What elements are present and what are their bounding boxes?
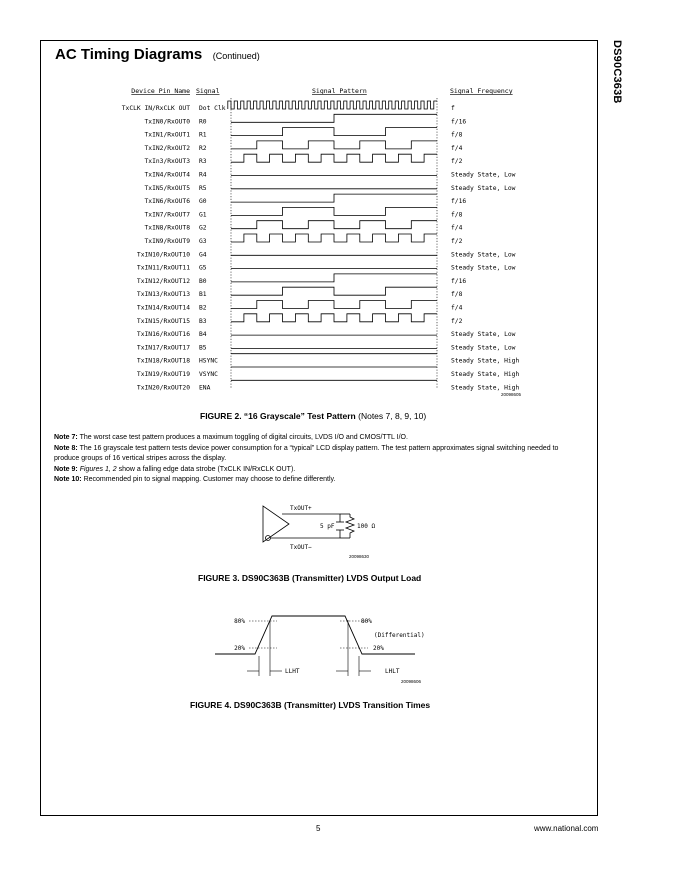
signal-name: B2	[199, 304, 207, 312]
signal-rows	[122, 101, 520, 391]
signal-name: ENA	[199, 384, 211, 392]
signal-name: R0	[199, 118, 207, 126]
section-title: AC Timing Diagrams	[55, 46, 203, 63]
figure-id: 20098605	[500, 392, 521, 397]
pin-name: TxIN9/RxOUT9	[144, 238, 190, 245]
note-label: Note 9:	[54, 465, 78, 473]
pin-name: TxIN8/RxOUT8	[144, 224, 190, 232]
signal-frequency: Steady State, High	[451, 357, 520, 365]
signal-waveform	[231, 128, 437, 136]
figure-id: 20098630	[349, 554, 370, 559]
signal-waveform	[231, 234, 437, 242]
signal-frequency: f/8	[451, 211, 463, 219]
figure3-caption	[198, 573, 421, 583]
note-label: Note 7:	[54, 434, 78, 441]
signal-waveform	[231, 207, 437, 215]
signal-frequency: Steady State, Low	[451, 184, 516, 192]
section-subtitle: (Continued)	[212, 51, 260, 61]
figure-id: 20098606	[401, 679, 422, 684]
capacitor-label: 5 pF	[320, 523, 335, 530]
note-text: The 16 grayscale test pattern tests device power consumption for a “typical” LCD display pattern. The test pattern approximates signal switching needed to produce groups of 16 vertical stripes across the display.	[54, 444, 559, 462]
signal-name: G5	[199, 264, 207, 272]
signal-waveform	[231, 287, 437, 295]
pin-name: TxIN10/RxOUT10	[136, 251, 190, 259]
pin-name: TxIN4/RxOUT4	[144, 171, 190, 179]
signal-name: R4	[199, 171, 207, 179]
signal-name: G2	[199, 224, 207, 232]
note-9	[54, 465, 584, 476]
pin-name: TxIN13/RxOUT13	[136, 291, 190, 299]
pin-name: TxIN11/RxOUT11	[136, 264, 190, 272]
note-10	[54, 475, 584, 486]
pin-name: TxIN20/RxOUT20	[136, 384, 190, 392]
signal-name: G4	[199, 251, 207, 259]
signal-waveform	[231, 141, 437, 149]
signal-name: B4	[199, 331, 207, 339]
footer-url[interactable]: www.national.com	[534, 824, 599, 833]
note-8	[54, 444, 584, 465]
lhlt-label: LHLT	[385, 668, 400, 675]
signal-frequency: Steady State, High	[451, 371, 520, 378]
pin-name: TxIN0/RxOUT0	[144, 118, 190, 126]
signal-name: R1	[199, 131, 207, 139]
column-header-pattern: Signal Pattern	[312, 87, 367, 95]
figure2-caption-label: FIGURE 2. “16 Grayscale” Test Pattern	[200, 411, 356, 421]
column-header-frequency: Signal Frequency	[450, 87, 513, 95]
signal-waveform	[231, 194, 437, 202]
label-80-left: 80%	[234, 618, 245, 625]
figure2-caption	[200, 411, 426, 421]
signal-waveform	[231, 221, 437, 229]
figure3-caption-text: FIGURE 3. DS90C363B (Transmitter) LVDS Output Load	[198, 573, 422, 583]
signal-name: Dot Clk	[199, 105, 226, 112]
note-text: The worst case test pattern produces a maximum toggling of digital circuits, LVDS I/O and CMOS/TTL I/O.	[79, 434, 408, 441]
signal-frequency: f/4	[451, 224, 463, 232]
signal-name: B3	[199, 317, 207, 325]
pin-name: TxIN12/RxOUT12	[136, 277, 190, 285]
signal-frequency: f/16	[451, 277, 467, 285]
signal-name: G3	[199, 238, 207, 245]
note-7	[54, 433, 584, 444]
figure4-caption	[190, 700, 430, 710]
signal-frequency: f/2	[451, 158, 463, 166]
figure2-caption-notes: (Notes 7, 8, 9, 10)	[358, 411, 427, 421]
note-label: Note 8:	[54, 444, 78, 452]
signal-frequency: Steady State, Low	[451, 251, 516, 259]
label-20-right: 20%	[373, 645, 384, 652]
signal-name: G0	[199, 198, 207, 206]
pin-name: TxIN19/RxOUT19	[136, 371, 190, 378]
signal-waveform	[231, 114, 437, 122]
txout-minus-label: TxOUT−	[290, 544, 312, 551]
column-header-signal: Signal	[196, 87, 220, 95]
signal-frequency: f/4	[451, 144, 463, 152]
note-text: show a falling edge data strobe (TxCLK IN/RxCLK OUT).	[116, 465, 296, 473]
signal-frequency: f/8	[451, 131, 463, 139]
signal-waveform	[231, 274, 437, 282]
signal-frequency: f/16	[451, 118, 467, 126]
signal-name: G1	[199, 211, 207, 219]
signal-frequency: Steady State, Low	[451, 171, 516, 179]
pin-name: TxCLK IN/RxCLK OUT	[121, 105, 190, 112]
pin-name: TxIN18/RxOUT18	[136, 357, 190, 365]
pin-name: TxIN5/RxOUT5	[144, 184, 190, 192]
pin-name: TxIN6/RxOUT6	[144, 198, 190, 206]
signal-frequency: f/2	[451, 317, 463, 325]
page-number: 5	[316, 824, 321, 833]
signal-frequency: f/4	[451, 304, 463, 312]
signal-waveform	[231, 314, 437, 322]
llht-label: LLHT	[285, 668, 300, 675]
signal-name: VSYNC	[199, 371, 218, 378]
signal-name: R3	[199, 158, 207, 166]
differential-label: (Differential)	[374, 632, 425, 639]
pin-name: TxIN7/RxOUT7	[144, 211, 190, 219]
note-italic: Figures 1, 2	[79, 465, 117, 473]
label-20-left: 20%	[234, 645, 245, 652]
pin-name: TxIN2/RxOUT2	[144, 144, 190, 152]
signal-waveform	[231, 301, 437, 309]
signal-frequency: Steady State, Low	[451, 331, 516, 339]
signal-name: HSYNC	[199, 357, 218, 365]
txout-plus-label: TxOUT+	[290, 505, 312, 512]
column-header-pin: Device Pin Name	[131, 87, 190, 95]
notes-section	[54, 433, 584, 486]
pin-name: TxIN14/RxOUT14	[136, 304, 190, 312]
side-part-number: DS90C363B	[611, 40, 623, 104]
signal-name: B0	[199, 277, 207, 285]
signal-frequency: Steady State, Low	[451, 344, 516, 352]
signal-waveform	[228, 101, 437, 109]
signal-frequency: f	[451, 105, 455, 112]
signal-frequency: f/2	[451, 238, 463, 245]
pin-name: TxIn3/RxOUT3	[144, 158, 190, 166]
pin-name: TxIN1/RxOUT1	[144, 131, 190, 139]
pin-name: TxIN17/RxOUT17	[136, 344, 190, 352]
signal-frequency: f/8	[451, 291, 463, 299]
note-label: Note 10:	[54, 476, 82, 483]
label-80-right: 80%	[361, 618, 372, 625]
note-text: Recommended pin to signal mapping. Customer may choose to define differently.	[83, 476, 336, 483]
pin-name: TxIN15/RxOUT15	[136, 317, 190, 325]
resistor-label: 100 Ω	[357, 523, 376, 530]
signal-waveform	[231, 154, 437, 162]
timing-diagram	[0, 0, 680, 400]
figure4-caption-text: FIGURE 4. DS90C363B (Transmitter) LVDS Transition Times	[190, 700, 431, 710]
signal-name: B1	[199, 291, 207, 299]
signal-name: B5	[199, 344, 207, 352]
signal-frequency: Steady State, Low	[451, 264, 516, 272]
signal-frequency: f/16	[451, 198, 467, 206]
signal-name: R2	[199, 144, 207, 152]
pin-name: TxIN16/RxOUT16	[136, 331, 190, 339]
signal-frequency: Steady State, High	[451, 384, 520, 392]
signal-name: R5	[199, 184, 207, 192]
